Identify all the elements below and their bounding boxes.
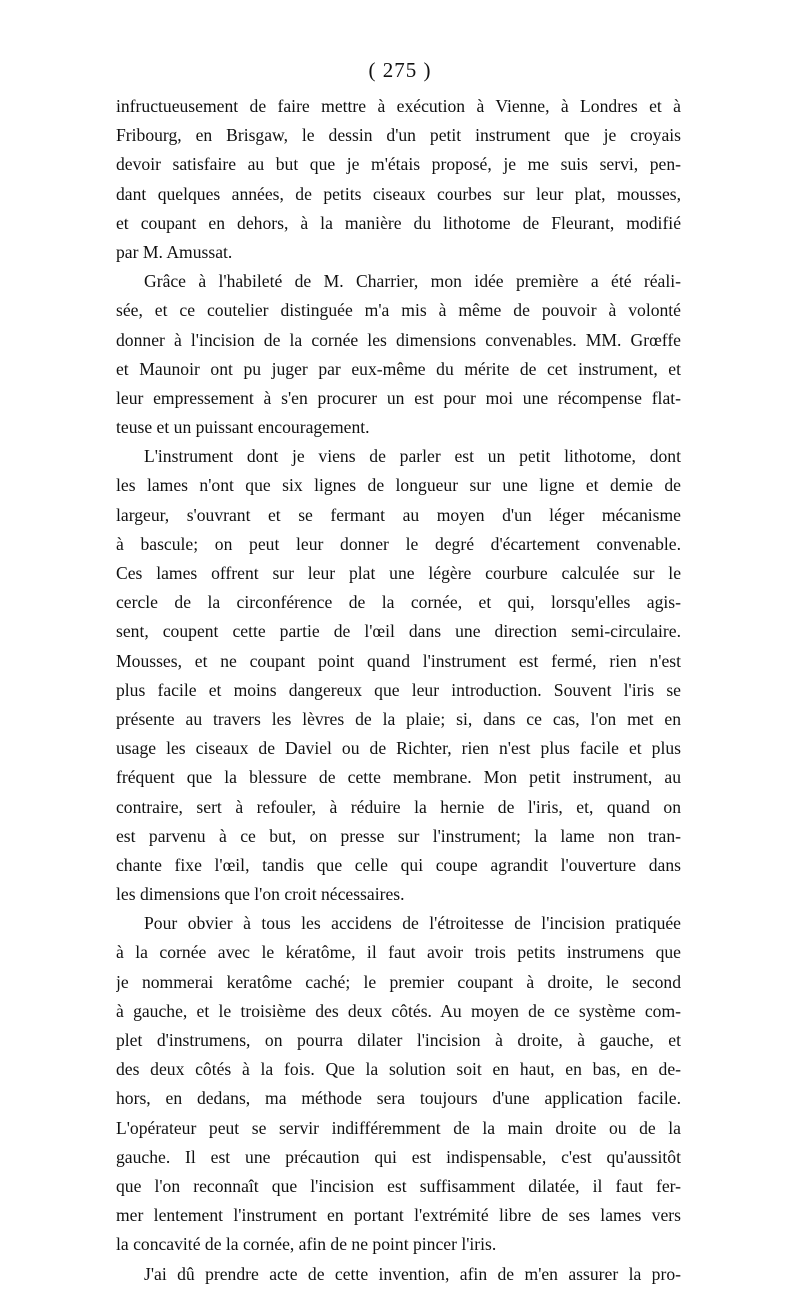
text-line: hors, en dedans, ma méthode sera toujours d'une application facile. (116, 1088, 681, 1109)
text-line: contraire, sert à refouler, à réduire la hernie de l'iris, et, quand on (116, 796, 681, 817)
text-line: est parvenu à ce but, on presse sur l'instrument; la lame non tran- (116, 825, 681, 846)
text-line: L'instrument dont je viens de parler est un petit lithotome, dont (144, 446, 681, 467)
text-line: par M. Amussat. (116, 241, 233, 262)
text-line: à gauche, et le troisième des deux côtés. Au moyen de ce système com- (116, 1000, 681, 1021)
text-line: devoir satisfaire au but que je m'étais proposé, je me suis servi, pen- (116, 154, 681, 175)
page-number: ( 275 ) (368, 58, 432, 82)
text-line: Grâce à l'habileté de M. Charrier, mon idée première a été réali- (144, 271, 681, 292)
text-line: dant quelques années, de petits ciseaux courbes sur leur plat, mousses, (116, 183, 681, 204)
text-line: cercle de la circonférence de la cornée, et qui, lorsqu'elles agis- (116, 592, 681, 613)
text-line: sée, et ce coutelier distinguée m'a mis à même de pouvoir à volonté (116, 300, 681, 321)
text-line: mer lentement l'instrument en portant l'extrémité libre de ses lames vers (116, 1205, 681, 1226)
text-line: L'opérateur peut se servir indifféremment de la main droite ou de la (116, 1117, 681, 1138)
text-line: Pour obvier à tous les accidens de l'étroitesse de l'incision pratiquée (144, 913, 681, 934)
text-line: donner à l'incision de la cornée les dimensions convenables. MM. Grœffe (116, 329, 681, 350)
text-line: des deux côtés à la fois. Que la solution soit en haut, en bas, en de- (116, 1059, 681, 1080)
text-line: infructueusement de faire mettre à exécution à Vienne, à Londres et à (116, 96, 681, 116)
text-line: je nommerai keratôme caché; le premier coupant à droite, le second (116, 971, 681, 992)
text-line: à la cornée avec le kératôme, il faut avoir trois petits instrumens que (116, 942, 681, 963)
text-line: Mousses, et ne coupant point quand l'instrument est fermé, rien n'est (116, 650, 681, 671)
text-line: teuse et un puissant encouragement. (116, 417, 370, 438)
text-line: gauche. Il est une précaution qui est indispensable, c'est qu'aussitôt (116, 1146, 681, 1167)
text-line: les lames n'ont que six lignes de longueur sur une ligne et demie de (116, 475, 681, 496)
text-line: usage les ciseaux de Daviel ou de Richter, rien n'est plus facile et plus (116, 738, 681, 759)
text-line: à bascule; on peut leur donner le degré d'écartement convenable. (116, 533, 681, 554)
text-line: Fribourg, en Brisgaw, le dessin d'un petit instrument que je croyais (116, 125, 681, 146)
text-line: les dimensions que l'on croit nécessaires. (116, 884, 405, 905)
text-line: et Maunoir ont pu juger par eux-même du mérite de cet instrument, et (116, 358, 681, 379)
body-text (116, 92, 681, 1289)
text-line: plet d'instrumens, on pourra dilater l'incision à droite, à gauche, et (116, 1030, 681, 1050)
text-line: largeur, s'ouvrant et se fermant au moyen d'un léger mécanisme (116, 504, 681, 525)
text-line: présente au travers les lèvres de la plaie; si, dans ce cas, l'on met en (116, 708, 681, 729)
text-line: Ces lames offrent sur leur plat une légère courbure calculée sur le (116, 563, 681, 583)
text-line: chante fixe l'œil, tandis que celle qui coupe agrandit l'ouverture dans (116, 854, 681, 875)
text-line: la concavité de la cornée, afin de ne point pincer l'iris. (116, 1234, 497, 1255)
text-line: que l'on reconnaît que l'incision est suffisamment dilatée, il faut fer- (116, 1175, 681, 1196)
text-line: fréquent que la blessure de cette membrane. Mon petit instrument, au (116, 767, 681, 788)
text-line: J'ai dû prendre acte de cette invention, afin de m'en assurer la pro- (144, 1263, 681, 1284)
text-line: sent, coupent cette partie de l'œil dans une direction semi-circulaire. (116, 621, 681, 642)
text-line: plus facile et moins dangereux que leur introduction. Souvent l'iris se (116, 679, 681, 700)
text-line: et coupant en dehors, à la manière du lithotome de Fleurant, modifié (116, 212, 681, 233)
text-line: leur empressement à s'en procurer un est pour moi une récompense flat- (116, 387, 681, 408)
